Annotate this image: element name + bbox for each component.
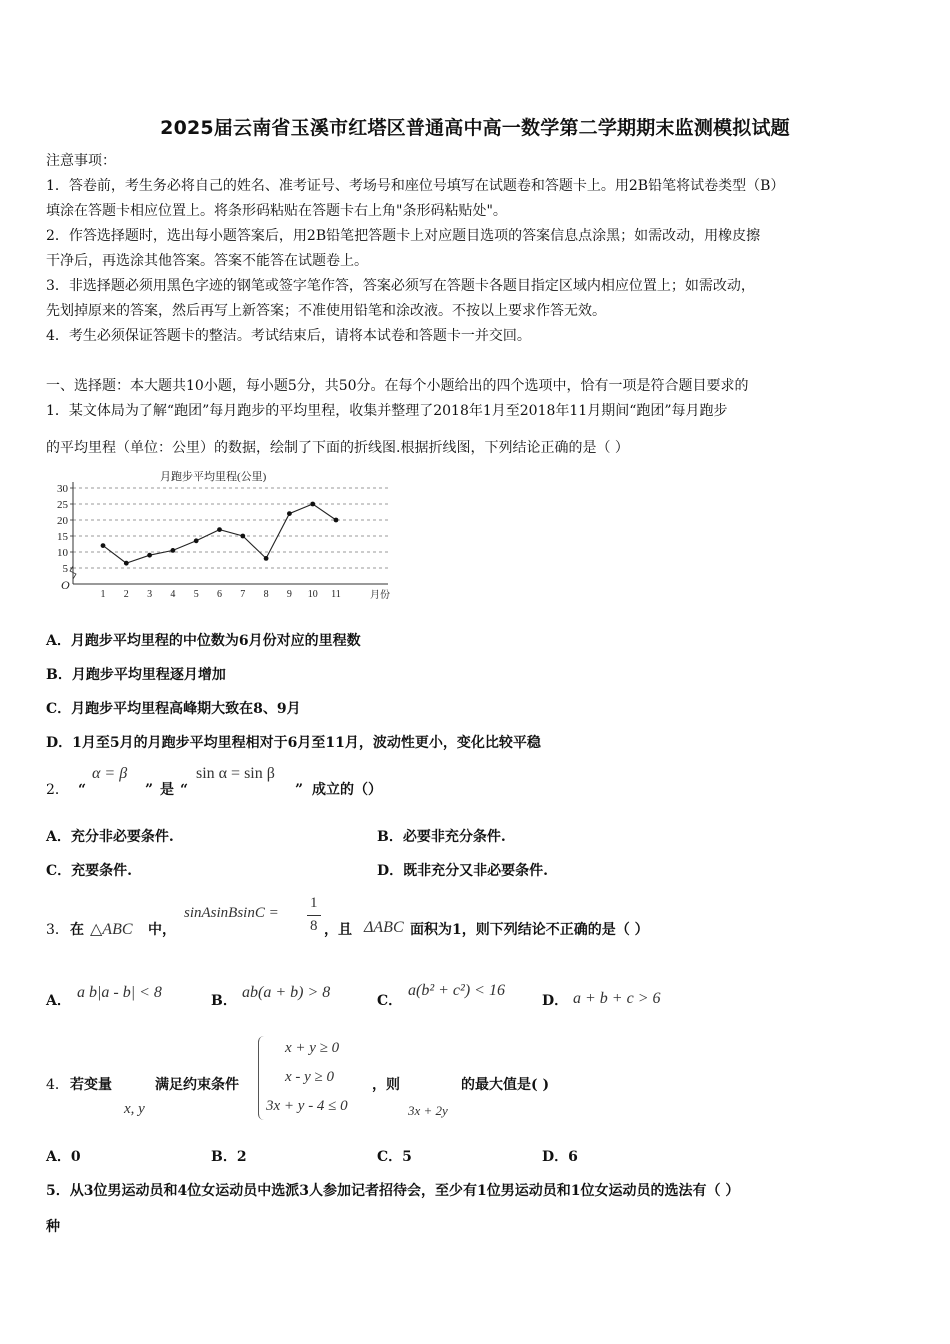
x-tick-label: 6 <box>217 589 222 600</box>
q3-text: ，且 <box>324 922 352 938</box>
q2-text: 成立的（） <box>312 782 382 798</box>
line-chart <box>48 464 398 602</box>
q3-text: 中， <box>148 922 176 938</box>
q2-option-c[interactable]: C．充要条件. <box>46 863 133 879</box>
q2-text: 是 <box>160 782 174 798</box>
q1-line: 1．某文体局为了解“跑团”每月跑步的平均里程，收集并整理了2018年1月至2018年11月期间“跑团”每月跑步 <box>46 403 728 419</box>
q2-close-quote: ” <box>295 782 304 798</box>
q3-option-c-math[interactable]: a(b² + c²) < 16 <box>408 982 505 999</box>
q3-number: 3． <box>46 922 69 938</box>
y-tick-label: 5 <box>62 563 68 575</box>
q3-option-d-label[interactable]: D． <box>542 993 569 1009</box>
data-point <box>264 556 269 561</box>
data-point <box>171 548 176 553</box>
q1-option-d[interactable]: D．1月至5月的月跑步平均里程相对于6月至11月，波动性更小，变化比较平稳 <box>46 735 541 751</box>
q3-fraction-numerator: 1 <box>310 895 318 911</box>
x-tick-label: 5 <box>193 589 199 600</box>
x-tick-label: 1 <box>100 589 106 600</box>
notice-line: 1．答卷前，考生务必将自己的姓名、准考证号、考场号和座位号填写在试题卷和答题卡上。用2B铅笔将试卷类型（B） <box>46 178 785 194</box>
q4-constraint: x + y ≥ 0 <box>285 1040 340 1056</box>
q2-number: 2． <box>46 782 69 798</box>
notice-line: 3．非选择题必须用黑色字迹的钢笔或签字笔作答，答案必须写在答题卡各题目指定区域内相应位置上；如需改动， <box>46 278 755 294</box>
x-tick-label: 3 <box>147 589 153 600</box>
data-point <box>287 511 292 516</box>
q2-open-quote: “ <box>78 782 87 798</box>
q3-triangle: ΔABC <box>364 919 404 936</box>
q3-option-a-label[interactable]: A． <box>46 993 71 1009</box>
q2-math-equal-sines: sin α = sin β <box>196 765 275 782</box>
q1-option-c[interactable]: C．月跑步平均里程高峰期大致在8、9月 <box>46 701 301 717</box>
q3-formula: sinAsinBsinC = <box>184 905 279 921</box>
notice-heading: 注意事项： <box>46 153 116 169</box>
q3-option-a-math[interactable]: a b|a - b| < 8 <box>77 984 162 1001</box>
q5-line: 种 <box>46 1219 60 1235</box>
page-title: 2025届云南省玉溪市红塔区普通高中高一数学第二学期期末监测模拟试题 <box>160 117 790 139</box>
series-line <box>103 504 336 563</box>
x-tick-label: 4 <box>170 589 176 600</box>
x-tick-label: 8 <box>263 589 269 600</box>
data-point <box>194 538 199 543</box>
q1-option-a[interactable]: A．月跑步平均里程的中位数为6月份对应的里程数 <box>46 633 361 649</box>
q4-number: 4． <box>46 1077 69 1093</box>
x-tick-label: 11 <box>331 589 341 600</box>
q3-option-d-math[interactable]: a + b + c > 6 <box>573 990 661 1007</box>
q4-constraint: 3x + y - 4 ≤ 0 <box>266 1098 348 1114</box>
q2-option-a[interactable]: A．充分非必要条件. <box>46 829 174 845</box>
q2-close-quote: ” <box>145 782 154 798</box>
notice-line: 4．考生必须保证答题卡的整洁。考试结束后，请将本试卷和答题卡一并交回。 <box>46 328 531 344</box>
q5-line: 5．从3位男运动员和4位女运动员中选派3人参加记者招待会，至少有1位男运动员和1位女运动员的选法有（ ） <box>46 1183 740 1199</box>
y-tick-label: 20 <box>57 515 68 527</box>
data-point <box>310 502 315 507</box>
q4-text: 满足约束条件 <box>155 1077 239 1093</box>
q1-line: 的平均里程（单位：公里）的数据，绘制了下面的折线图.根据折线图，下列结论正确的是（ ） <box>46 440 629 456</box>
q2-math-equal-angles: α = β <box>92 765 128 782</box>
notice-line: 2．作答选择题时，选出每小题答案后，用2B铅笔把答题卡上对应题目选项的答案信息点涂黑；如需改动，用橡皮擦 <box>46 228 761 244</box>
chart-title: 月跑步平均里程(公里) <box>160 471 267 483</box>
q3-text: 在 <box>70 922 84 938</box>
y-tick-label: 25 <box>57 499 68 511</box>
q4-text: 若变量 <box>70 1077 112 1093</box>
q3-fraction-bar <box>307 915 321 916</box>
q4-option-d[interactable]: D．6 <box>542 1149 578 1165</box>
q4-objective: 3x + 2y <box>408 1103 448 1118</box>
q2-option-b[interactable]: B．必要非充分条件. <box>377 829 506 845</box>
data-point <box>240 534 245 539</box>
y-tick-label: 30 <box>57 483 68 495</box>
q1-option-b[interactable]: B．月跑步平均里程逐月增加 <box>46 667 226 683</box>
x-axis-label: 月份 <box>370 590 390 601</box>
y-tick-label: 15 <box>57 531 68 543</box>
q4-option-a[interactable]: A．0 <box>46 1149 81 1165</box>
notice-line: 填涂在答题卡相应位置上。将条形码粘贴在答题卡右上角"条形码粘贴处"。 <box>46 203 507 219</box>
x-tick-label: 10 <box>307 589 318 600</box>
q4-variables: x, y <box>124 1101 145 1117</box>
q3-fraction-denominator: 8 <box>310 918 318 934</box>
origin-label: O <box>61 578 70 592</box>
q3-text: 面积为1，则下列结论不正确的是（ ） <box>410 922 649 938</box>
x-tick-label: 7 <box>240 589 246 600</box>
data-point <box>334 518 339 523</box>
q4-brace <box>258 1036 265 1120</box>
q2-option-d[interactable]: D．既非充分又非必要条件. <box>377 863 549 879</box>
q4-option-c[interactable]: C．5 <box>377 1149 412 1165</box>
y-tick-label: 10 <box>57 547 68 559</box>
q3-option-c-label[interactable]: C． <box>377 993 403 1009</box>
q4-text: 的最大值是( ) <box>461 1077 550 1093</box>
data-point <box>217 527 222 532</box>
data-point <box>124 561 129 566</box>
notice-line: 先划掉原来的答案，然后再写上新答案；不准使用铅笔和涂改液。不按以上要求作答无效。 <box>46 303 606 319</box>
q3-triangle: △ABC <box>90 921 133 938</box>
x-tick-label: 9 <box>286 589 292 600</box>
notice-line: 干净后，再选涂其他答案。答案不能答在试题卷上。 <box>46 253 368 269</box>
q4-constraint: x - y ≥ 0 <box>285 1069 335 1085</box>
q3-option-b-math[interactable]: ab(a + b) > 8 <box>242 984 331 1001</box>
q4-text: ，则 <box>372 1077 400 1093</box>
x-tick-label: 2 <box>123 589 129 600</box>
section-heading: 一、选择题：本大题共10小题，每小题5分，共50分。在每个小题给出的四个选项中，恰有一项是符合题目要求的 <box>46 378 749 394</box>
data-point <box>101 543 106 548</box>
q3-option-b-label[interactable]: B． <box>211 993 237 1009</box>
q4-option-b[interactable]: B．2 <box>211 1149 247 1165</box>
q2-open-quote: “ <box>180 782 189 798</box>
data-point <box>147 553 152 558</box>
